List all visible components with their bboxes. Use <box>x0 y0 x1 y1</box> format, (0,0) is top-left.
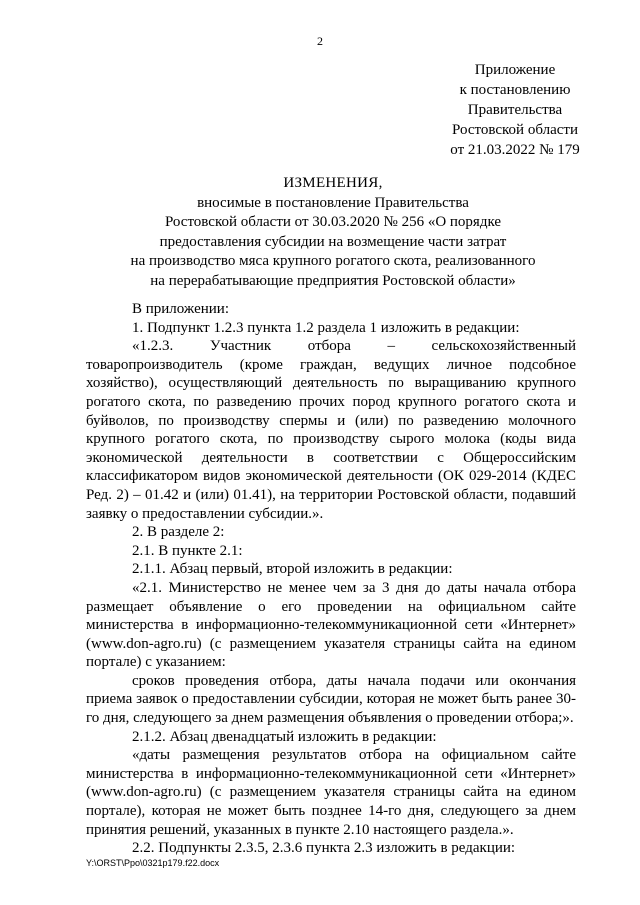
page-number: 2 <box>317 34 323 48</box>
document-title <box>103 174 563 292</box>
appendix-line: к постановлению <box>459 82 571 98</box>
title-line: вносимые в постановление Правительства <box>197 194 469 211</box>
appendix-line: Правительства <box>467 102 563 118</box>
paragraph: 2.1.2. Абзац двенадцатый изложить в редакции: <box>132 728 437 745</box>
title-line: предоставления субсидии на возмещение части затрат <box>159 233 507 250</box>
paragraph: «1.2.3. Участник отбора – сельскохозяйственный товаропроизводитель (кроме граждан, ведущих личное подсобное хозяйство), осуществляющий деятельность по выращиванию крупного рогатого скота, по разведению прочих пород крупного рогатого скота и буйволов, по производству спермы и (или) по разведению молочного крупного рогатого скота, по производству сырого молока (коды вида экономической деятельности в соответствии с Общероссийским классификатором видов экономической деятельности (ОК 029-2014 (КДЕС Ред. 2) – 01.42 и (или) 01.41), на территории Ростовской области, подавший заявку о предоставлении субсидии.». <box>86 338 576 522</box>
title-heading: ИЗМЕНЕНИЯ, <box>283 175 383 191</box>
paragraph: 2.1. В пункте 2.1: <box>132 542 243 559</box>
appendix-line: от 21.03.2022 № 179 <box>450 142 580 158</box>
paragraph: «даты размещения результатов отбора на официальном сайте министерства в информационно-телекоммуникационной сети «Интернет» (www.don-agro.ru) (с размещением указателя страницы сайта на едином портале), которая не может быть позднее 14-го дня, следующего за днем принятия решений, указанных в пункте 2.10 настоящего раздела.». <box>86 747 576 838</box>
paragraph: 2. В разделе 2: <box>132 524 225 541</box>
document-body <box>86 300 576 858</box>
paragraph: 2.1.1. Абзац первый, второй изложить в редакции: <box>132 561 453 578</box>
paragraph: 2.2. Подпункты 2.3.5, 2.3.6 пункта 2.3 изложить в редакции: <box>132 840 516 857</box>
title-line: на производство мяса крупного рогатого скота, реализованного <box>130 253 536 270</box>
appendix-line: Ростовской области <box>452 122 578 138</box>
title-line: на перерабатывающие предприятия Ростовской области» <box>150 272 516 289</box>
appendix-line: Приложение <box>474 62 556 78</box>
appendix-reference <box>420 60 610 160</box>
file-path-footer: Y:\ORST\Ppo\0321p179.f22.docx <box>86 858 220 868</box>
paragraph: В приложении: <box>132 301 229 317</box>
title-line: Ростовской области от 30.03.2020 № 256 «О порядке <box>164 214 502 231</box>
paragraph: «2.1. Министерство не менее чем за 3 дня до даты начала отбора размещает объявление о его проведении на официальном сайте министерства в информационно-телекоммуникационной сети «Интернет» (www.don-agro.ru) (с размещением указателя страницы сайта на едином портале) с указанием: <box>86 579 576 671</box>
paragraph: сроков проведения отбора, даты начала подачи или окончания приема заявок о предоставлении субсидии, которая не может быть ранее 30-го дня, следующего за днем размещения объявления о проведении отбора;». <box>86 672 576 727</box>
paragraph: 1. Подпункт 1.2.3 пункта 1.2 раздела 1 изложить в редакции: <box>132 319 520 336</box>
